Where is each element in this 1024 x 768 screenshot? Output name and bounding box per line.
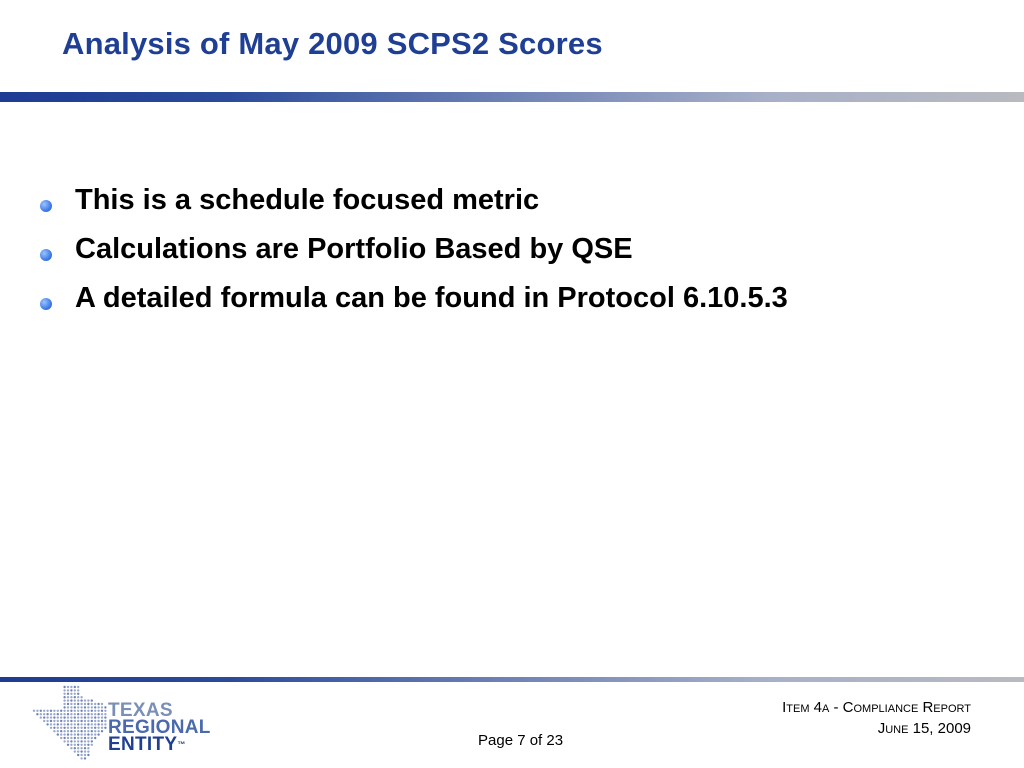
trademark-symbol: ™ (177, 740, 186, 749)
logo-text-texas: TEXAS (108, 700, 173, 721)
report-date: June 15, 2009 (877, 720, 971, 737)
logo-text-entity-word: ENTITY (108, 734, 178, 755)
bullet-dot-icon (40, 298, 52, 310)
bullet-item (40, 233, 788, 282)
footer-report-info (782, 697, 971, 739)
bullet-dot-icon (40, 200, 52, 212)
bullet-item (40, 282, 788, 331)
bullet-item (40, 184, 788, 233)
page-number: Page 7 of 23 (478, 732, 564, 749)
report-title: Item 4a - Compliance Report (782, 699, 971, 716)
footer-divider (0, 677, 1024, 682)
bullet-text: This is a schedule focused metric (75, 184, 540, 216)
logo-text-entity (108, 735, 186, 754)
slide-title: Analysis of May 2009 SCPS2 Scores (62, 26, 603, 61)
bullet-list (40, 184, 788, 331)
logo-text-regional: REGIONAL (108, 717, 211, 738)
bullet-text: Calculations are Portfolio Based by QSE (75, 233, 633, 265)
header-divider (0, 92, 1024, 102)
bullet-dot-icon (40, 249, 52, 261)
bullet-text: A detailed formula can be found in Protocol 6.10.5.3 (75, 282, 788, 314)
